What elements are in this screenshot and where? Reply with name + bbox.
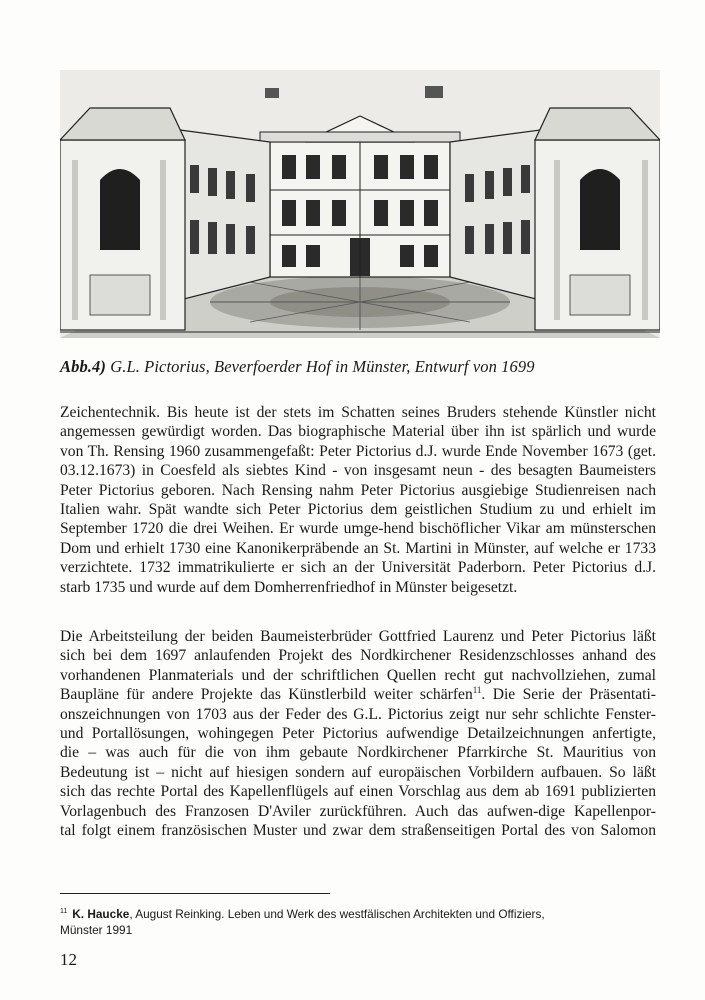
paragraph-line: Dom und erhielt 1730 eine Kanonikerpräbende an St. Martini in Münster, auf welche er 1733 xyxy=(60,539,656,557)
footnote-author: K. Haucke xyxy=(72,906,130,921)
caption-text: G.L. Pictorius, Beverfoerder Hof in Münster, Entwurf von 1699 xyxy=(105,357,535,376)
footnote-line: Münster 1991 xyxy=(60,922,133,937)
paragraph-line-with-footnote-ref xyxy=(60,685,656,704)
footnote-text: , August Reinking. Leben und Werk des westfälischen Architekten und Offiziers, xyxy=(129,906,545,921)
caption-label: Abb.4) xyxy=(60,357,106,376)
paragraph-line: Die Arbeitsteilung der beiden Baumeisterbrüder Gottfried Laurenz und Peter Pictorius läßt xyxy=(60,628,656,645)
line-text: . Die Serie der Präsentati- xyxy=(481,686,656,704)
paragraph-line: onszeichnungen von 1703 aus der Feder des G.L. Pictorius zeigt nur sehr schlichte Fenster- xyxy=(60,705,656,723)
footnote xyxy=(60,904,620,938)
paragraph-line: sich das rechte Portal des Kapellenflügels auf einen Vorschlag aus dem ab 1691 publizierten xyxy=(60,783,656,801)
paragraph-line: und Portallösungen, wohingegen Peter Pictorius aufwendige Detailzeichnungen anfertigte, xyxy=(60,725,656,743)
footnote-number: 11 xyxy=(60,908,68,915)
paragraph-line: Vorlagenbuch des Franzosen D'Aviler zurückführen. Auch das aufwen-dige Kapellenpor- xyxy=(60,802,656,820)
paragraph-line: vorhandenen Planmaterials und der schriftlichen Quellen recht gut nachvollziehen, zumal xyxy=(60,666,656,684)
paragraph-line: die – was auch für die von ihm gebaute Nordkirchener Pfarrkirche St. Mauritius von xyxy=(60,744,656,762)
figure-engraving xyxy=(60,70,660,338)
paragraph-line: angemessen gewürdigt worden. Das biographische Material über ihn ist spärlich und wurde xyxy=(60,423,656,441)
paragraph-line: tal folgt einem französischen Muster und zwar dem straßenseitigen Portal des von Salomon xyxy=(60,822,656,840)
paragraph-line: sich bei dem 1697 anlaufenden Projekt des Nordkirchener Residenzschlosses anhand des xyxy=(60,647,656,665)
paragraph-line: September 1720 die drei Weihen. Er wurde umge-hend bischöflicher Vikar am münsterschen xyxy=(60,520,656,538)
paragraph-line: verzichtete. 1732 immatrikulierte er sich an der Universität Paderborn. Peter Pictorius d.J. xyxy=(60,559,656,577)
footnote-divider xyxy=(60,893,330,894)
paragraph-line: Italien wahr. Spät wandte sich Peter Pictorius dem geistlichen Studium zu und erhielt im xyxy=(60,501,656,519)
figure-caption xyxy=(60,357,660,377)
building-engraving-image xyxy=(60,70,660,338)
paragraph-line: 03.12.1673) in Coesfeld als siebtes Kind - von insgesamt neun - des besagten Baumeisters xyxy=(60,462,656,480)
paragraph-2 xyxy=(60,627,656,840)
paragraph-1 xyxy=(60,403,656,597)
line-text: Baupläne für andere Projekte das Künstlerbild weiter schärfen xyxy=(60,686,473,704)
paragraph-line: Zeichentechnik. Bis heute ist der stets im Schatten seines Bruders stehende Künstler nicht xyxy=(60,404,656,421)
paragraph-line: von Th. Rensing 1960 zusammengefaßt: Peter Pictorius d.J. wurde Ende November 1673 (get. xyxy=(60,442,656,460)
footnote-line xyxy=(60,904,620,922)
paragraph-line: Peter Pictorius geboren. Nach Rensing nahm Peter Pictorius ausgiebige Studienreisen nach xyxy=(60,481,656,499)
paragraph-line: starb 1735 und wurde auf dem Domherrenfriedhof in Münster beigesetzt. xyxy=(60,578,518,596)
paragraph-line: Bedeutung ist – nicht auf hiesigen sondern auf europäischen Vorbildern aufbauen. So läßt xyxy=(60,763,656,781)
page-number: 12 xyxy=(60,950,77,969)
footnote-reference[interactable]: 11 xyxy=(472,685,482,696)
